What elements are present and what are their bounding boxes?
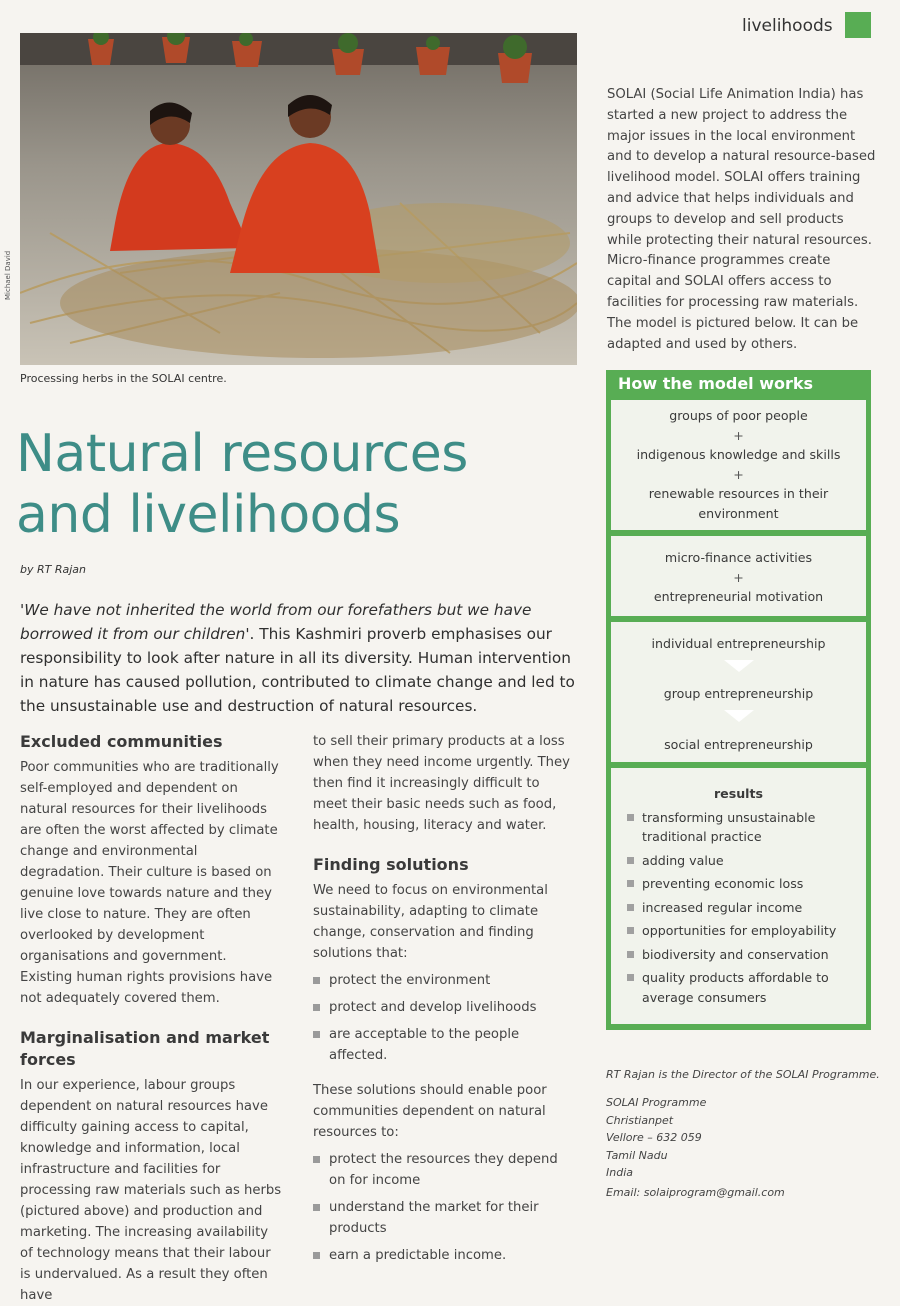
arrow-down-icon [724, 710, 754, 722]
column-2 [313, 731, 575, 1274]
model-panel-inputs [611, 400, 866, 530]
list-item: understand the market for their products [313, 1197, 575, 1239]
author-email[interactable]: Email: solaiprogram@gmail.com [606, 1186, 785, 1199]
plus-sign: + [733, 466, 744, 482]
address-line: India [606, 1166, 633, 1179]
intro-paragraph: SOLAI (Social Life Animation India) has started a new project to address the major issues in the local environment and to develop a natural resource-based livelihood model. SOLAI offers training and advice that helps individuals and groups to develop and sell products while protecting their natural resources. Micro-finance programmes create capital and SOLAI offers access to facilities for processing raw materials. The model is pictured below. It can be adapted and used by others. [607, 87, 876, 352]
model-item: individual entrepreneurship [651, 636, 826, 651]
list-item: protect and develop livelihoods [313, 997, 575, 1018]
arrow-down-icon [724, 660, 754, 672]
model-item: groups of poor people [669, 408, 808, 423]
list-item: adding value [611, 851, 866, 871]
model-box [606, 370, 871, 1030]
list-item: opportunities for employability [611, 921, 866, 941]
heading-marginalisation: Marginalisation and market forces [20, 1028, 270, 1069]
model-item: indigenous knowledge and skills [636, 447, 841, 462]
title-line-2: and livelihoods [16, 485, 401, 545]
list-item: protect the environment [313, 970, 575, 991]
results-heading: results [713, 786, 764, 801]
section-label: livelihoods [742, 16, 833, 36]
excluded-text: Poor communities who are traditionally self-employed and dependent on natural resources for their livelihoods are often the worst affected by climate change and environmental degradation. Their culture is based on genuine love towards nature and they live close to nature. They are often overlooked by development organisations and government. Existing human rights provisions have not adequately covered them. [20, 760, 279, 1006]
byline: by RT Rajan [20, 563, 86, 576]
list-item: are acceptable to the people affected. [313, 1024, 575, 1066]
address-line: Vellore – 632 059 [606, 1131, 702, 1144]
heading-finding-solutions: Finding solutions [313, 855, 469, 874]
results-list [611, 808, 866, 1008]
model-item: social entrepreneurship [664, 737, 813, 752]
address-line: Tamil Nadu [606, 1148, 668, 1162]
author-address [606, 1094, 706, 1182]
model-panel-results [611, 768, 866, 1024]
finding-text: We need to focus on environmental sustainability, adapting to climate change, conservation and finding solutions that: [313, 883, 548, 961]
photo-credit: Michael David [4, 250, 12, 300]
enable-list [313, 1149, 575, 1266]
model-item: renewable resources in their environment [648, 486, 829, 521]
column-1 [20, 731, 282, 1306]
model-title: How the model works [618, 374, 814, 393]
marginalisation-text: In our experience, labour groups dependent on natural resources have difficulty gaining access to capital, knowledge and information, local infrastructure and facilities for processing raw materials such as herbs (pictured above) and production and marketing. The increasing availability of technology means that their labour is undervalued. As a result they often have [20, 1078, 282, 1303]
lede-quote: 'We have not inherited the world from our forefathers but we have borrowed it from our children' [20, 601, 532, 643]
author-bio: RT Rajan is the Director of the SOLAI Programme. [606, 1068, 880, 1081]
model-item: entrepreneurial motivation [653, 589, 824, 604]
lede-paragraph [20, 598, 580, 718]
list-item: quality products affordable to average consumers [611, 968, 866, 1007]
article-photo [20, 33, 577, 365]
list-item: transforming unsustainable traditional practice [611, 808, 866, 847]
address-line: Christianpet [606, 1113, 674, 1127]
finding-list [313, 970, 575, 1066]
lede-text: . This Kashmiri proverb emphasises our responsibility to look after nature in all its diversity. Human intervention in nature has caused pollution, contributed to climate change and led to the unsustainable use and destruction of natural resources. [20, 625, 575, 715]
model-item: group entrepreneurship [663, 685, 814, 701]
list-item: preventing economic loss [611, 874, 866, 894]
list-item: protect the resources they depend on for income [313, 1149, 575, 1191]
photo-caption: Processing herbs in the SOLAI centre. [20, 372, 227, 385]
model-item: micro-finance activities [664, 550, 813, 565]
article-title [16, 424, 596, 546]
address-line: SOLAI Programme [606, 1096, 707, 1109]
plus-sign: + [733, 427, 744, 443]
title-line-1: Natural resources [16, 424, 468, 484]
section-color-square [845, 12, 871, 38]
list-item: earn a predictable income. [313, 1245, 575, 1266]
enable-text: These solutions should enable poor communities dependent on natural resources to: [313, 1083, 547, 1140]
photo-illustration [20, 33, 577, 365]
model-panel-finance [611, 536, 866, 616]
heading-excluded-communities: Excluded communities [20, 732, 223, 751]
list-item: increased regular income [611, 898, 866, 918]
plus-sign: + [733, 569, 744, 585]
model-panel-entrepreneurship [611, 622, 866, 762]
column-2-continued-text: to sell their primary products at a loss when they need income urgently. They then find it increasingly difficult to meet their basic needs such as food, health, housing, literacy and water. [313, 734, 570, 833]
list-item: biodiversity and conservation [611, 945, 866, 965]
